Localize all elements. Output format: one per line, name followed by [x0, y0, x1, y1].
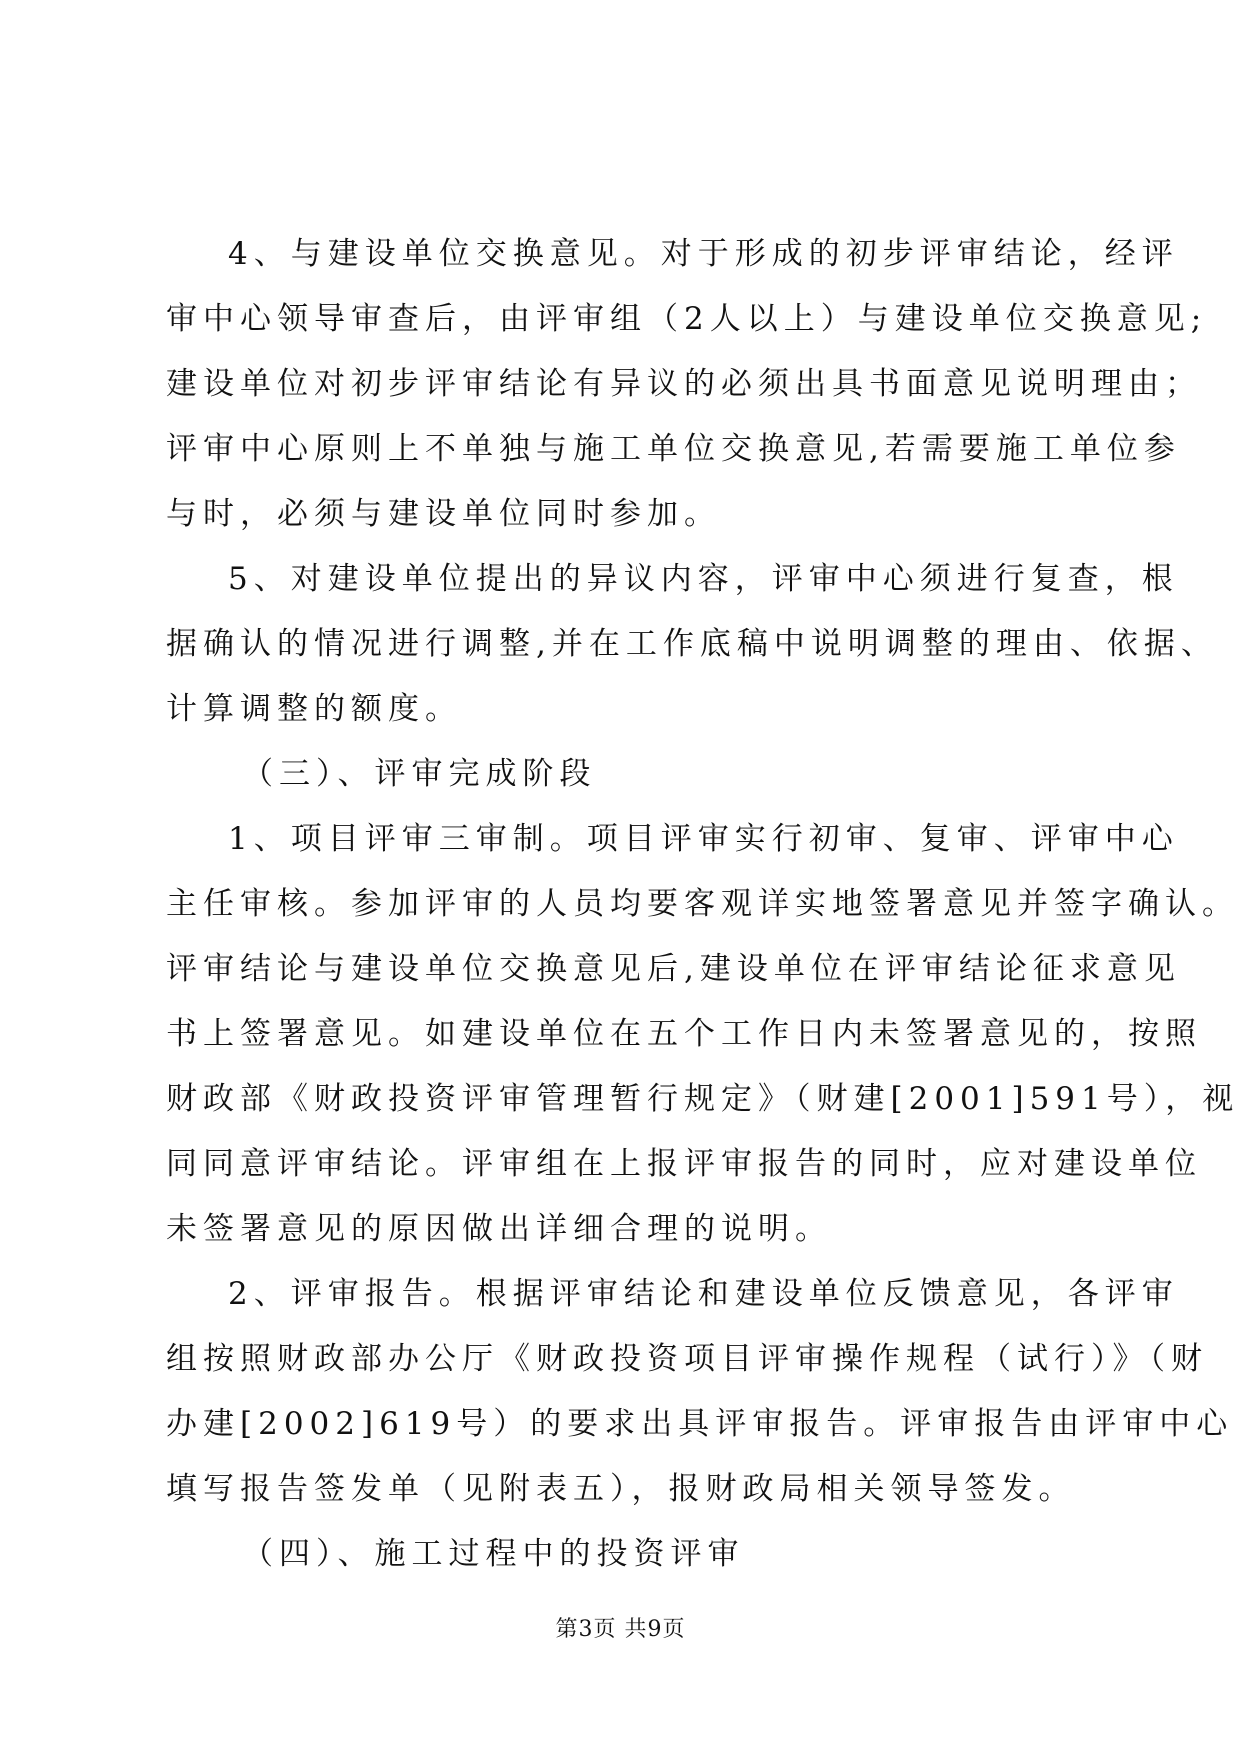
paragraph-line: 组按照财政部办公厅《财政投资项目评审操作规程（试行）》（财 — [166, 1341, 1208, 1377]
paragraph-line: 评审中心原则上不单独与施工单位交换意见,若需要施工单位参 — [166, 431, 1181, 467]
paragraph-line: 主任审核。参加评审的人员均要客观详实地签署意见并签字确认。 — [166, 886, 1239, 922]
paragraph-line: 2、评审报告。根据评审结论和建设单位反馈意见，各评审 — [228, 1276, 1179, 1312]
paragraph-line: 财政部《财政投资评审管理暂行规定》（财建[2001]591号），视 — [166, 1081, 1240, 1117]
paragraph-line: 评审结论与建设单位交换意见后,建设单位在评审结论征求意见 — [166, 951, 1181, 987]
paragraph-line: 与时，必须与建设单位同时参加。 — [166, 496, 721, 532]
paragraph-line: 4、与建设单位交换意见。对于形成的初步评审结论，经评 — [228, 236, 1179, 272]
paragraph-line: 未签署意见的原因做出详细合理的说明。 — [166, 1211, 832, 1247]
paragraph-line: 审中心领导审查后，由评审组（2人以上）与建设单位交换意见; — [166, 301, 1208, 337]
section-heading: （四）、施工过程中的投资评审 — [242, 1536, 745, 1572]
section-heading: （三）、评审完成阶段 — [242, 756, 597, 792]
paragraph-line: 同同意评审结论。评审组在上报评审报告的同时，应对建设单位 — [166, 1146, 1202, 1182]
document-body — [166, 222, 1240, 1587]
paragraph-line: 书上签署意见。如建设单位在五个工作日内未签署意见的，按照 — [166, 1016, 1202, 1052]
paragraph-line: 填写报告签发单（见附表五），报财政局相关领导签发。 — [166, 1471, 1076, 1507]
paragraph-line: 据确认的情况进行调整,并在工作底稿中说明调整的理由、依据、 — [166, 626, 1218, 662]
paragraph-line: 5、对建设单位提出的异议内容，评审中心须进行复查，根 — [228, 561, 1179, 597]
paragraph-line: 1、项目评审三审制。项目评审实行初审、复审、评审中心 — [228, 821, 1179, 857]
paragraph-line: 计算调整的额度。 — [166, 691, 462, 727]
paragraph-line: 办建[2002]619号）的要求出具评审报告。评审报告由评审中心 — [166, 1406, 1234, 1442]
paragraph-line: 建设单位对初步评审结论有异议的必须出具书面意见说明理由； — [166, 366, 1202, 402]
page-number-footer: 第3页 共9页 — [555, 1617, 686, 1642]
